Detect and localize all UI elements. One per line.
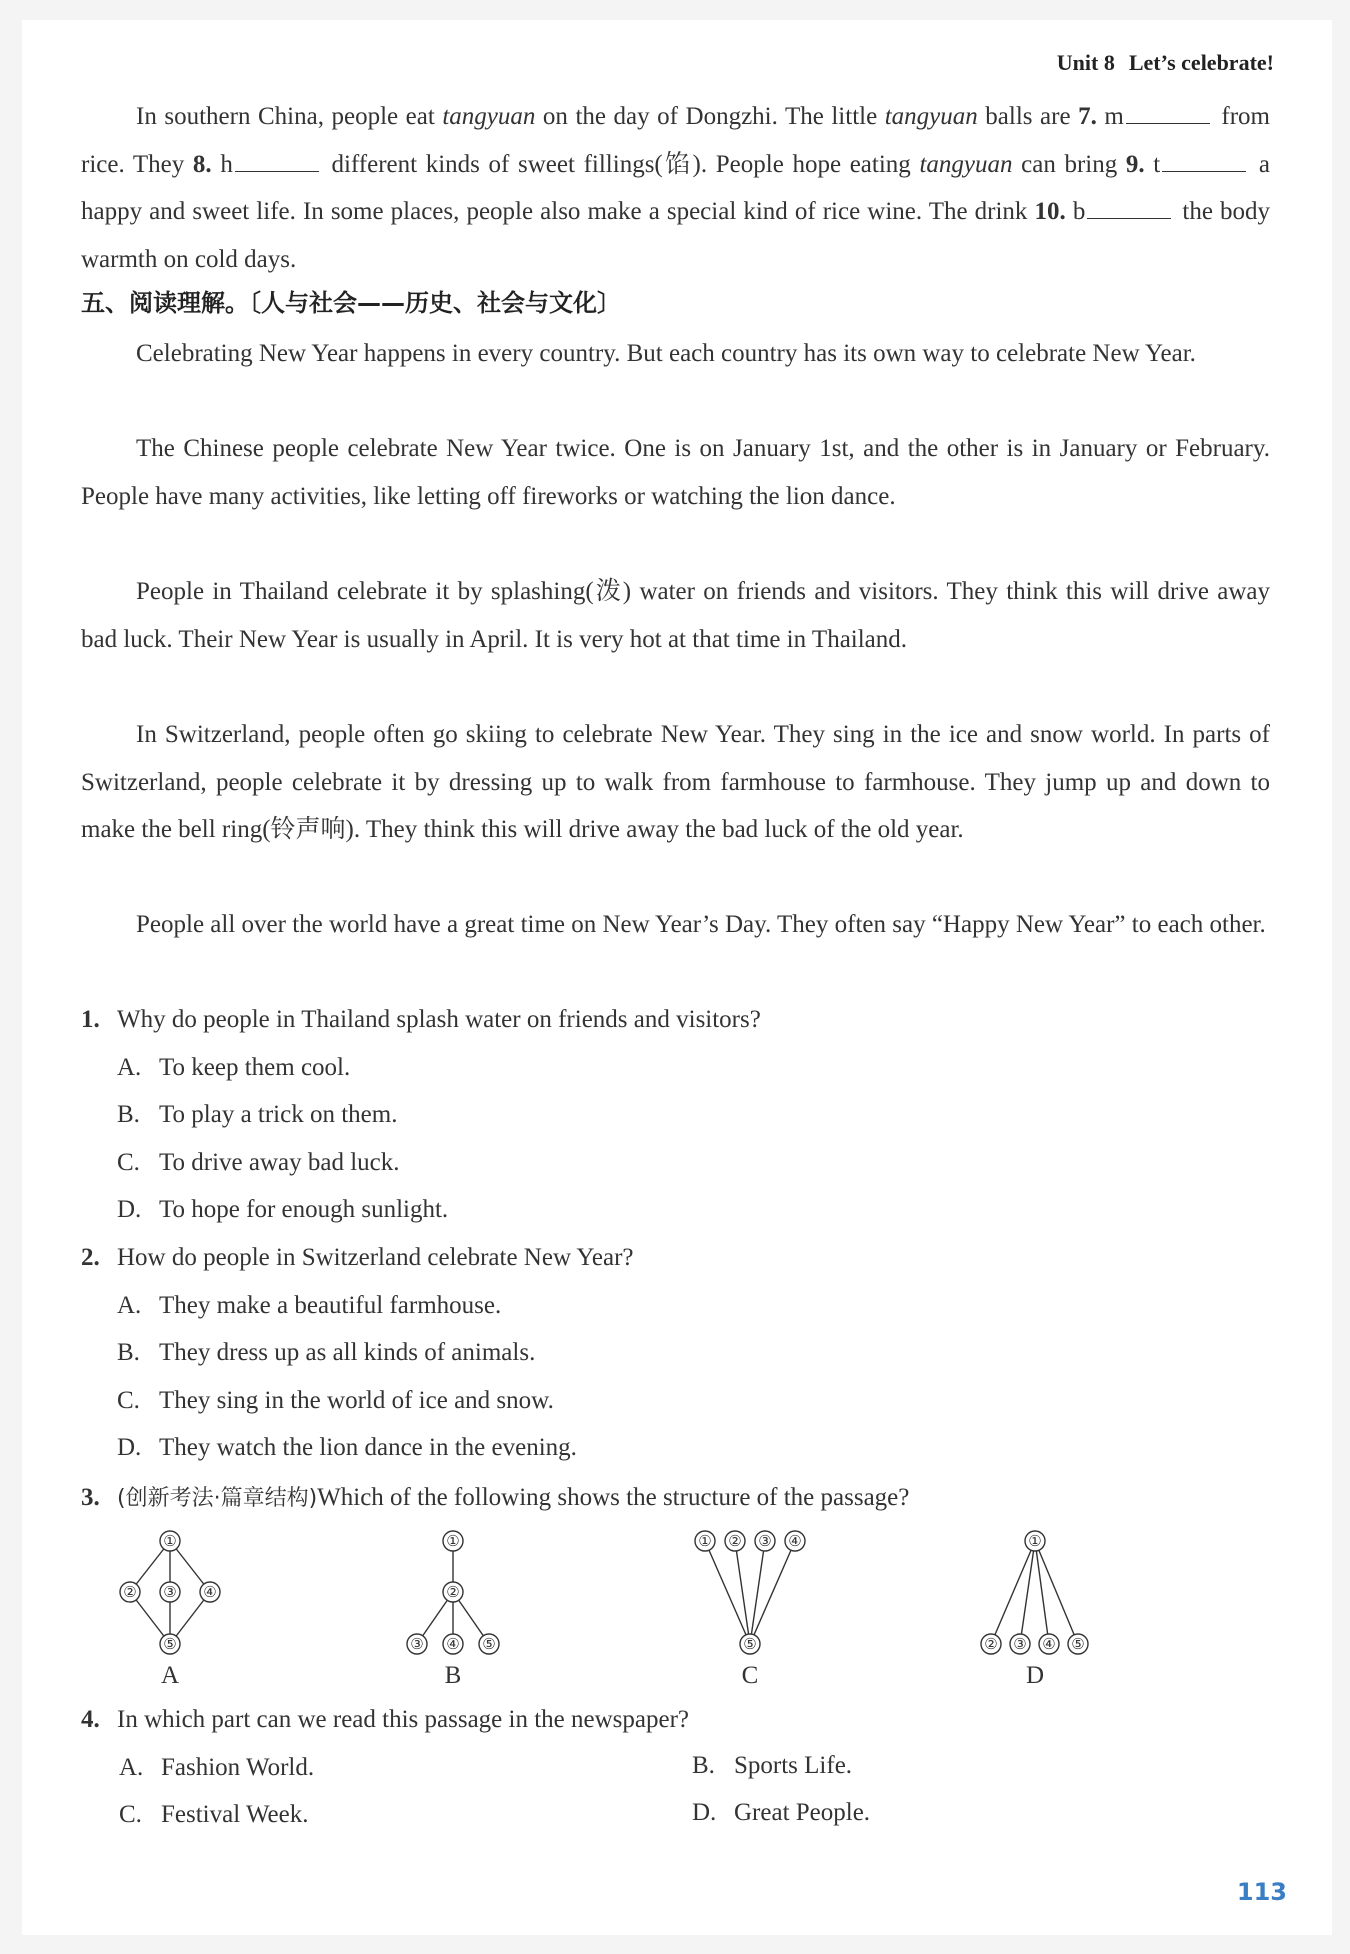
svg-text:②: ②: [123, 1583, 137, 1601]
node-5: [479, 1634, 499, 1654]
svg-text:①: ①: [698, 1532, 712, 1550]
blank-first-letter: t: [1153, 150, 1161, 178]
svg-text:⑤: ⑤: [163, 1635, 177, 1653]
page-header: [1057, 50, 1274, 76]
node-1: [160, 1531, 180, 1551]
option-letter: A.: [117, 1292, 142, 1319]
cloze-paragraph: [81, 93, 1270, 283]
node-3: [160, 1582, 180, 1602]
node-1: [443, 1531, 463, 1551]
svg-text:①: ①: [163, 1532, 177, 1550]
option-letter: D.: [117, 1196, 142, 1223]
node-5: [160, 1634, 180, 1654]
passage-paragraph-3: People in Thailand celebrate it by splashing(泼) water on friends and visitors. They think this will drive away bad luck. Their New Year is usually in April. It is very hot at that time in Thailand.: [81, 578, 1270, 653]
diagram-label-d: D: [1025, 1662, 1045, 1689]
node-3: [1010, 1634, 1030, 1654]
question-text: Which of the following shows the structure of the passage?: [317, 1484, 910, 1511]
svg-text:④: ④: [1042, 1635, 1056, 1653]
cloze-italic-word: tangyuan: [919, 150, 1013, 178]
question-3: [81, 1481, 909, 1512]
node-2: [725, 1531, 745, 1551]
node-1: [1025, 1531, 1045, 1551]
cloze-text: the body warmth on cold days.: [81, 198, 1271, 273]
blank-7[interactable]: [1126, 101, 1210, 124]
question-text: How do people in Switzerland celebrate New Year?: [117, 1244, 634, 1271]
blank-number: 10.: [1034, 198, 1066, 225]
option-text: Great People.: [734, 1799, 871, 1826]
option-letter: B.: [692, 1752, 715, 1779]
node-5: [1068, 1634, 1088, 1654]
option-1d[interactable]: [117, 1196, 448, 1224]
question-1: [81, 1006, 761, 1034]
option-1c[interactable]: [117, 1149, 400, 1177]
passage-paragraph-5: People all over the world have a great time on New Year’s Day. They often say “Happy New Year” to each other.: [136, 911, 1266, 938]
svg-text:⑤: ⑤: [743, 1635, 757, 1653]
cloze-text: In southern China, people eat: [136, 103, 443, 130]
cloze-italic-word: tangyuan: [884, 103, 978, 130]
svg-text:③: ③: [1013, 1635, 1027, 1653]
cloze-text: on the day of Dongzhi. The little: [535, 103, 885, 130]
blank-10[interactable]: [1087, 196, 1171, 219]
blank-9[interactable]: [1162, 149, 1246, 172]
svg-text:③: ③: [758, 1532, 772, 1550]
option-4a[interactable]: [119, 1754, 314, 1782]
option-2c[interactable]: [117, 1387, 554, 1415]
node-2: [443, 1582, 463, 1602]
cloze-italic-word: tangyuan: [442, 103, 536, 130]
blank-number: 8.: [192, 150, 212, 178]
question-number: 4.: [81, 1706, 100, 1733]
cloze-text: can bring: [1012, 150, 1126, 178]
option-letter: B.: [117, 1339, 140, 1366]
unit-title: Let’s celebrate!: [1128, 50, 1274, 75]
passage-paragraph-4: In Switzerland, people often go skiing to celebrate New Year. They sing in the ice and snow world. In parts of Switzerland, people celebrate it by dressing up to walk from farmhouse to farmhouse. They jump up and down to make the bell ring(铃声响). They think this will drive away the bad luck of the old year.: [81, 721, 1270, 843]
question-number: 1.: [81, 1006, 100, 1033]
option-text: To play a trick on them.: [159, 1101, 398, 1128]
blank-first-letter: b: [1072, 198, 1086, 225]
blank-8[interactable]: [235, 149, 319, 172]
question-tag: (创新考法·篇章结构): [117, 1486, 318, 1511]
blank-first-letter: m: [1104, 103, 1124, 130]
node-4: [785, 1531, 805, 1551]
node-3: [407, 1634, 427, 1654]
svg-text:④: ④: [203, 1583, 217, 1601]
svg-text:①: ①: [446, 1532, 460, 1550]
node-2: [120, 1582, 140, 1602]
option-text: They sing in the world of ice and snow.: [159, 1387, 554, 1414]
question-number: 3.: [81, 1484, 100, 1511]
question-2: [81, 1244, 634, 1272]
option-2a[interactable]: [117, 1292, 501, 1320]
option-letter: D.: [117, 1434, 142, 1461]
svg-text:⑤: ⑤: [1071, 1635, 1085, 1653]
option-text: They make a beautiful farmhouse.: [159, 1292, 502, 1319]
node-2: [981, 1634, 1001, 1654]
passage-paragraph-2: The Chinese people celebrate New Year twice. One is on January 1st, and the other is in January or February. People have many activities, like letting off fireworks or watching the lion dance.: [81, 435, 1270, 510]
option-text: Sports Life.: [734, 1752, 853, 1779]
svg-text:③: ③: [410, 1635, 424, 1653]
question-text: In which part can we read this passage in the newspaper?: [117, 1706, 689, 1733]
option-text: To drive away bad luck.: [159, 1149, 400, 1176]
option-2d[interactable]: [117, 1434, 577, 1462]
option-2b[interactable]: [117, 1339, 535, 1367]
blank-number: 9.: [1125, 150, 1145, 178]
option-letter: D.: [692, 1799, 717, 1826]
node-3: [755, 1531, 775, 1551]
svg-text:②: ②: [984, 1635, 998, 1653]
option-letter: B.: [117, 1101, 140, 1128]
node-5: [740, 1634, 760, 1654]
node-1: [695, 1531, 715, 1551]
page-number: 113: [1236, 1878, 1287, 1906]
option-1a[interactable]: [117, 1054, 350, 1082]
node-4: [200, 1582, 220, 1602]
svg-text:②: ②: [728, 1532, 742, 1550]
option-text: To keep them cool.: [159, 1054, 351, 1081]
option-letter: C.: [117, 1149, 140, 1176]
node-4: [1039, 1634, 1059, 1654]
cloze-text: from rice. They: [81, 103, 1270, 178]
cloze-text: a happy and sweet life. In some places, people also make a special kind of rice wine. The drink: [81, 150, 1270, 225]
option-letter: C.: [117, 1387, 140, 1414]
option-letter: C.: [119, 1801, 142, 1828]
cloze-text: balls are: [977, 103, 1079, 130]
node-4: [443, 1634, 463, 1654]
option-4b[interactable]: [692, 1752, 852, 1780]
option-letter: A.: [119, 1754, 144, 1781]
svg-text:④: ④: [446, 1635, 460, 1653]
option-4d[interactable]: [692, 1799, 870, 1827]
option-text: To hope for enough sunlight.: [159, 1196, 449, 1223]
section-title: 五、阅读理解。〔人与社会——历史、社会与文化〕: [81, 289, 621, 317]
question-text: Why do people in Thailand splash water on friends and visitors?: [117, 1006, 761, 1033]
diagram-label-a: A: [160, 1662, 180, 1689]
option-letter: A.: [117, 1054, 142, 1081]
diagram-label-b: B: [444, 1662, 462, 1689]
diagram-label-c: C: [741, 1662, 759, 1689]
blank-number: 7.: [1078, 103, 1097, 130]
svg-text:③: ③: [163, 1583, 177, 1601]
option-text: Fashion World.: [161, 1754, 315, 1781]
blank-first-letter: h: [220, 150, 233, 178]
svg-text:④: ④: [788, 1532, 802, 1550]
option-1b[interactable]: [117, 1101, 397, 1129]
svg-text:②: ②: [446, 1583, 460, 1601]
svg-text:⑤: ⑤: [482, 1635, 496, 1653]
cloze-text: different kinds of sweet fillings(馅). People hope eating: [322, 150, 920, 178]
question-number: 2.: [81, 1244, 100, 1271]
option-text: Festival Week.: [161, 1801, 309, 1828]
option-text: They dress up as all kinds of animals.: [159, 1339, 536, 1366]
question-4: [81, 1706, 689, 1734]
svg-text:①: ①: [1028, 1532, 1042, 1550]
passage-paragraph-1: Celebrating New Year happens in every country. But each country has its own way to celebrate New Year.: [136, 340, 1196, 367]
unit-label: Unit 8: [1056, 50, 1115, 75]
option-4c[interactable]: [119, 1801, 309, 1829]
option-text: They watch the lion dance in the evening.: [159, 1434, 577, 1461]
